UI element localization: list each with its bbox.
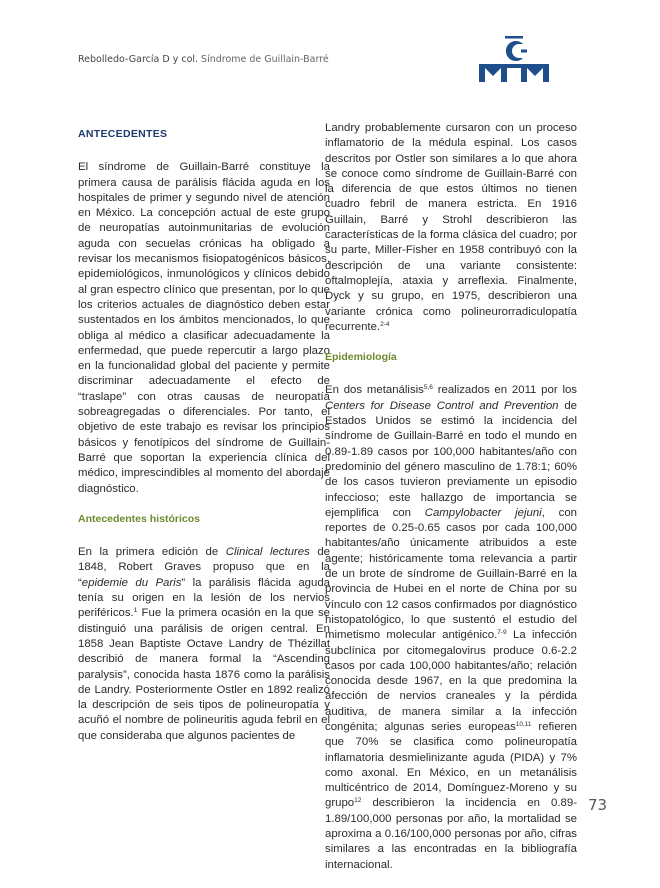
page-number: 73 [588, 796, 608, 814]
historicos-paragraph-continued: Landry probablemente cursaron con un proceso inflamatorio de la médula espinal. Los casos descritos por Ostler son similares a lo que ahora se conoce como síndrome de Guillain-Barré con la diferencia de que estos últimos no tienen cuadro febril de manera estricta. En 1916 Guillain, Barré y Strohl describieron las características de la forma clásica del cuadro; por su parte, Miller-Fisher en 1958 contribuyó con la descripción de una variante consistente: oftalmoplejía, ataxia y arreflexia. Finalmente, Dyck y su grupo, en 1975, describieron una variante crónica como polineurorradiculopatía recurrente.$^{2-4}$ [325, 122, 577, 333]
header-authors: Rebolledo-García D y col. [78, 54, 199, 65]
running-header [78, 54, 329, 65]
subsection-heading-historicos: Antecedentes históricos [78, 512, 200, 525]
subsection-heading-epidemiologia: Epidemiología [325, 351, 397, 364]
historicos-paragraph: En la primera edición de Clinical lectures de 1848, Robert Graves propuso que en la “epidemie du Paris” la parálisis flácida aguda tenía su origen en la lesión de los nervios periféricos.$^1$ Fue la primera ocasión en la que se distinguió una parálisis de origen central. En 1858 Jean Baptiste Octave Landry de Thézillat describió de manera formal la “Ascending paralysis”, conocida hasta 1876 como la parálisis de Landry. Posteriormente Ostler en 1892 realizó la descripción de seis tipos de polineuropatía y acuñó el nombre de polineuritis aguda febril en el que consideraba que algunos pacientes de [78, 546, 331, 742]
header-title: Síndrome de Guillain-Barré [201, 54, 329, 65]
left-column [78, 121, 330, 759]
journal-logo-icon [479, 30, 549, 82]
epidemiologia-paragraph: En dos metanálisis$^{5,6}$ realizados en 2011 por los Centers for Disease Control and Prevention de Estados Unidos se estimó la incidencia del síndrome de Guillain-Barré en todo el mundo en 0.89-1.89 casos por 100,000 habitantes/año con predominio del género masculino de 1.78:1; 60% de los casos tuvieron previamente un episodio infeccioso; este hallazgo de importancia se ejemplifica con Campylobacter jejuni, con reportes de 0.25-0.65 casos por cada 100,000 habitantes/año únicamente atribuidos a este agente; históricamente toma relevancia a partir de un brote de síndrome de Guillain-Barré en la provincia de Hubei en el norte de China por su vínculo con 12 casos confirmados por diagnóstico histopatológico, lo que sustentó el estudio del mimetismo molecular antigénico.$^{7-9}$ La infección subclínica por citomegalovirus produce 0.6-2.2 casos por cada 100,000 habitantes/año; relación conocida desde 1967, en la que predomina la afección de nervios craneales y la pérdida auditiva, de manera similar a la infección congénita; algunas series europeas$^{10,11}$ refieren que 70% se clasifica como polineuropatía inflamatoria desmielinizante aguda (PIDA) y 7% como axonal. En México, en un metanálisis multicéntrico de 2014, Domínguez-Moreno y su grupo$^{12}$ describieron la incidencia en 0.89-1.89/100,000 personas por año, la mortalidad se aproxima a 0.16/100,000 personas por año, cifras similares a las encontradas en la bibliografía internacional. [325, 384, 578, 871]
right-column [325, 121, 577, 888]
section-heading-antecedentes: ANTECEDENTES [78, 128, 168, 140]
antecedentes-paragraph: El síndrome de Guillain-Barré constituye la primera causa de parálisis flácida aguda en los hospitales de primer y segundo nivel de atención en México. La concepción actual de este grupo de neuropatías autoinmunitarias de evolución aguda con secuelas crónicas ha obligado a revisar los mecanismos fisiopatogénicos básicos, epidemiológicos, inmunológicos y clínicos debido al gran espectro clínico que presentan, por lo que los criterios actuales de diagnóstico deben estar sustentados en los ámbitos mencionados, lo que obliga al médico a clasificar adecuadamente la enfermedad, que puede repercutir a largo plazo en la funcionalidad global del paciente y permite discriminar adecuadamente el efecto de “traslape” con otras causas de neuropatía sobreagregadas o diferenciales. Por tanto, el objetivo de este trabajo es revisar los principios básicos y fenotípicos del síndrome de Guillain-Barré que soportan la experiencia clínica del médico, imprescindibles al momento del abordaje diagnóstico. [78, 161, 330, 495]
